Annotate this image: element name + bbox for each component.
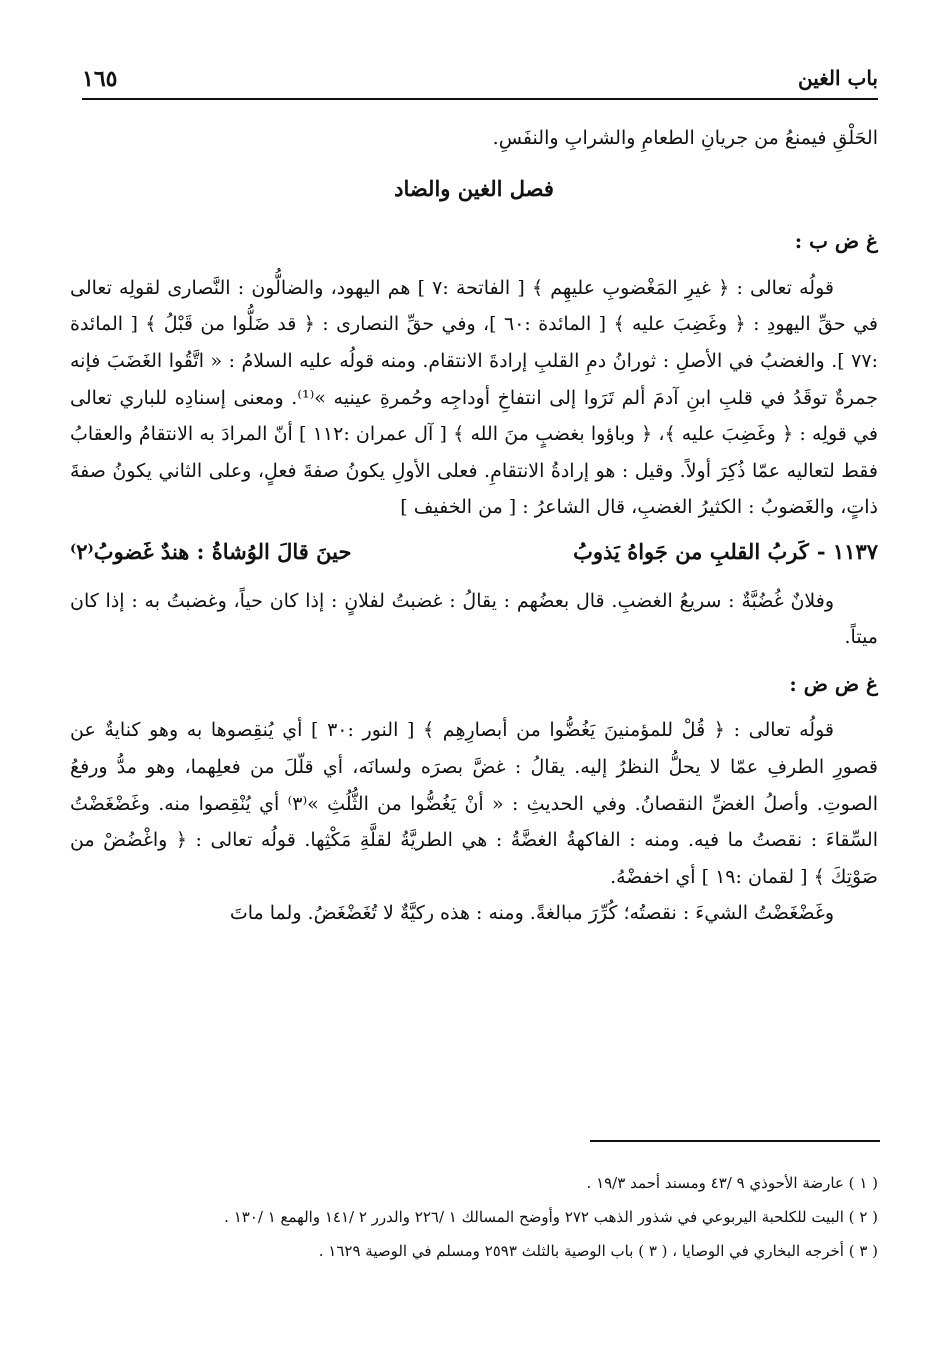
chapter-title: باب الغين: [797, 66, 878, 90]
entry-paragraph: وفلانٌ غُضُبَّةٌ : سريعُ الغضبِ. قال بعضُهم : يقالُ : غضبتُ لفلانٍ : إذا كان حياً، وغضبتُ به : إذا كان ميتاً.: [70, 589, 878, 649]
footnotes: [110, 1168, 878, 1270]
verse-number: ١١٣٧ -: [816, 538, 878, 564]
verse-first-hemistich: [573, 534, 878, 571]
entry-paragraph: قولُه تعالى : ﴿ قُلْ للمؤمنينَ يَغُضُّوا من أبصارِهِم ﴾ [ النور :٣٠ ] أي يُنقِصوها به وهو كنايةٌ عن قصورِ الطرفِ عمّا لا يحلُّ النظرُ إليه. يقالُ : غضَّ بصرَه ولسانَه، أي قلّلَ من فعلِهما، وهو مدُّ ورفعُ الصوتِ. وأصلُ الغضِّ النقصانُ. وفي الحديثِ : « أنْ يَغُضُّوا من الثُّلُثِ »⁽٣⁾ أي يُنْقِصوا منه. وغَضْغَضْتُ السِّقاءَ : نقصتُ ما فيه. ومنه : الفاكهةُ الغضَّةُ : هي الطريَّةُ لقلَّةِ مَكْثِها. قولُه تعالى : ﴿ واغْضُضْ من صَوْتِكَ ﴾ [ لقمان :١٩ ] أي اخفضْهُ.: [70, 719, 878, 888]
entry-paragraph: وغَضْغَضْتُ الشيءَ : نقصتُه؛ كُرِّرَ مبالغةً. ومنه : هذه ركيَّةٌ لا تُغَضْغَضُ. ولما ماتَ: [229, 902, 834, 925]
footnote-3: ( ٣ ) أخرجه البخاري في الوصايا ، ( ٣ ) باب الوصية بالثلث ٢٥٩٣ ومسلم في الوصية ١٦٢٩ .: [318, 1242, 878, 1260]
footnote-separator: [590, 1140, 880, 1142]
section-title: فصل الغين والضاد: [394, 175, 554, 201]
main-text: [70, 120, 878, 932]
entry-head-gdb: غ ض ب :: [794, 229, 878, 254]
running-header: [82, 58, 878, 100]
entry-head-gdd: غ ض ض :: [789, 671, 878, 696]
verse-first-text: كَربُ القلبِ من جَواهُ يَذوبُ: [573, 538, 809, 564]
footnote-2: ( ٢ ) البيت للكلحبة اليربوعي في شذور الذهب ٢٧٢ وأوضح المسالك ١ /٢٢٦ والدرر ٢ /١٤١ والهمع ١ /١٣٠ .: [224, 1208, 878, 1226]
poetry-verse: [70, 534, 878, 571]
footnote-1: ( ١ ) عارضة الأحوذي ٩ /٤٣ ومسند أحمد ١٩/٣ .: [586, 1174, 878, 1192]
verse-second-hemistich: حينَ قالَ الوُشاةُ : هندٌ غَضوبُ⁽٢⁾: [70, 538, 352, 564]
continuation-line: الحَلْقِ فيمنعُ من جريانِ الطعامِ والشرابِ والنفَسِ.: [492, 127, 878, 149]
entry-paragraph: قولُه تعالى : ﴿ غيرِ المَغْضوبِ عليهِم ﴾ [ الفاتحة :٧ ] هم اليهود، والضالُّون : النَّصارى لقولِه تعالى في حقِّ اليهودِ : ﴿ وغَضِبَ عليه ﴾ [ المائدة :٦٠ ]، وفي حقِّ النصارى : ﴿ قد ضَلُّوا من قَبْلُ ﴾ [ المائدة :٧٧ ]. والغضبُ في الأصلِ : ثورانُ دمِ القلبِ إرادةَ الانتقام. ومنه قولُه عليه السلامُ : « اتَّقُوا الغَضَبَ فإنه جمرةٌ توقَدُ في قلبِ ابنِ آدمَ ألم تَرَوا إلى انتفاخِ أوداجِه وحُمرةِ عينيه »⁽¹⁾. ومعنى إسنادِه للباري تعالى في قولِه : ﴿ وغَضِبَ عليه ﴾، ﴿ وباؤوا بغضبٍ منَ الله ﴾ [ آل عمران :١١٢ ] أنّ المرادَ به الانتقامُ والعقابُ فقط لتعاليه عمّا ذُكِرَ أولاً. وقيل : هو إرادةُ الانتقامِ. فعلى الأولِ يكونُ صفةَ فعلٍ، وعلى الثاني يكونُ صفةَ ذاتٍ، والغَضوبُ : الكثيرُ الغضبِ، قال الشاعرُ : [ من الخفيف ]: [70, 276, 878, 519]
page-number: ١٦٥: [82, 66, 118, 92]
